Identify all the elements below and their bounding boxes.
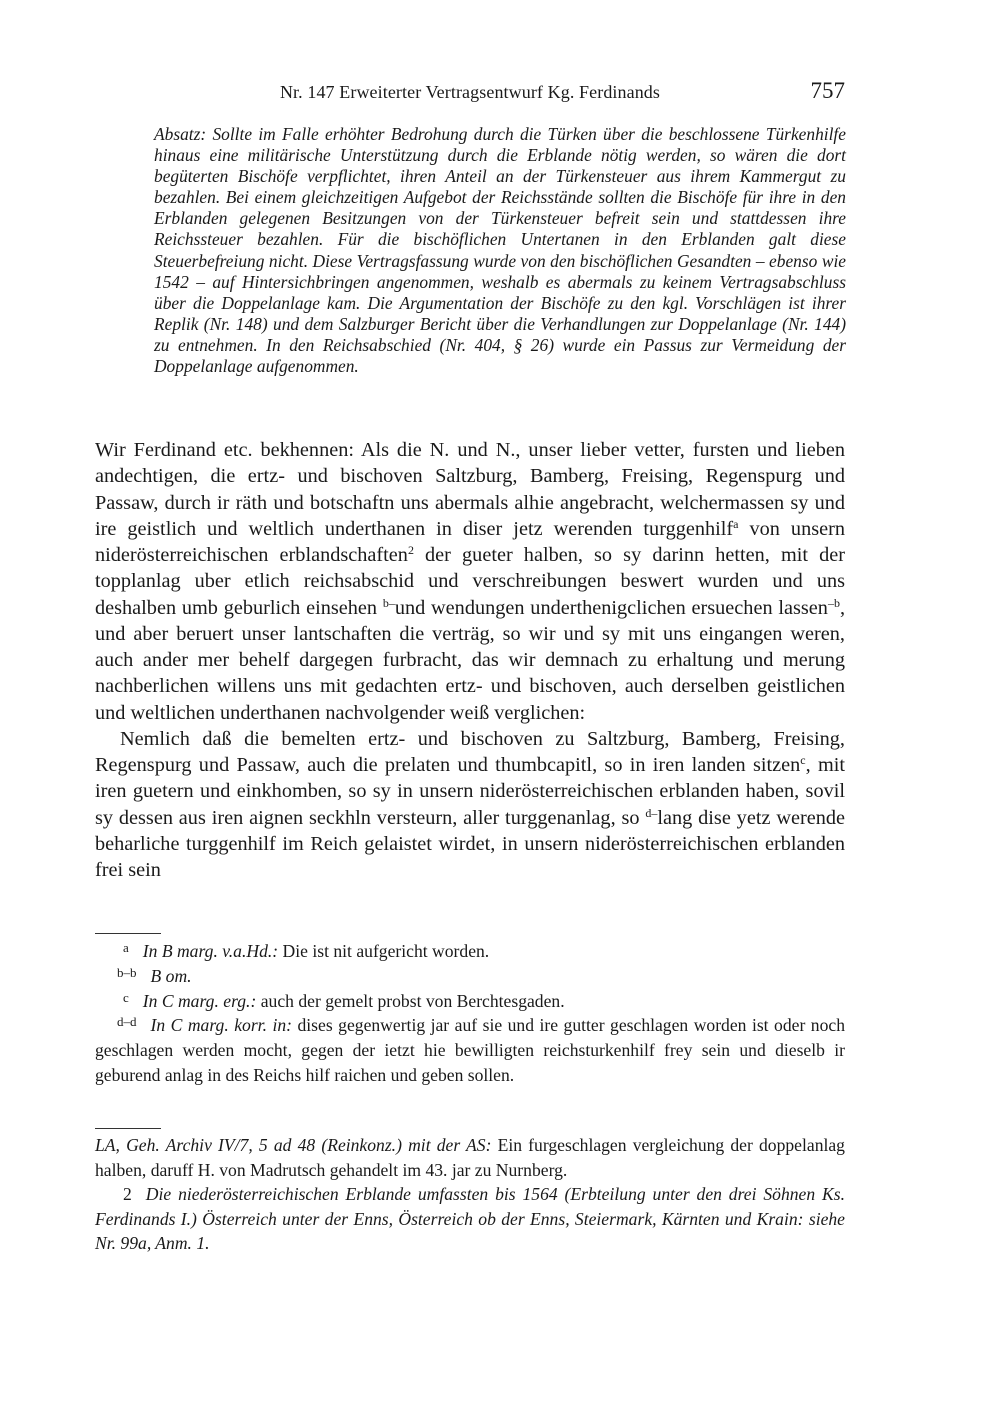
footnote-c: c In C marg. erg.: auch der gemelt probst von Berchtesgaden. <box>123 989 565 1011</box>
footnote-2 <box>95 1182 845 1256</box>
footnote-mark: 2 <box>123 1184 132 1204</box>
footnote-text: auch der gemelt probst von Berchtesgaden. <box>256 990 565 1011</box>
text-run: und wendungen underthenigclichen ersuechen lassen <box>394 596 828 619</box>
abstract-paragraph: Absatz: Sollte im Falle erhöhter Bedrohung durch die Türken über die beschlossene Türkenhilfe hinaus eine militärische Unterstützung durch die Erblande nötig werden, so wären die dort begüterten Bischöfe verpflichtet, ihren Anteil an der Türkensteuer aus ihrem Kammergut zu bezahlen. Bei einem gleichzeitigen Aufgebot der Reichsstände sollten die Bischöfe für ihre in den Erblanden gelegenen Besitzungen von der Türkensteuer befreit sein und stattdessen ihre Reichssteuer bezahlen. Für die bischöflichen Untertanen in den Erblanden galt diese Steuerbefreiung nicht. Diese Vertragsfassung wurde von den bischöflichen Gesandten – ebenso wie 1542 – auf Hintersichbringen angenommen, weshalb es abermals zu keinem Vertragsabschluss über die Doppelanlage kam. Die Argumentation der Bischöfe zu den kgl. Vorschlägen ist ihrer Replik (Nr. 148) und dem Salzburger Bericht über die Verhandlungen zur Doppelanlage (Nr. 144) zu entnehmen. In den Reichsabschied (Nr. 404, § 26) wurde ein Passus zur Vermeidung der Doppelanlage aufgenommen. <box>154 124 846 377</box>
footnote-marker-2: 2 <box>407 543 414 557</box>
footnote-italic: LA, Geh. Archiv IV/7, 5 ad 48 (Reinkonz.) mit der AS: <box>95 1135 492 1155</box>
footnote-divider-commentary <box>95 1128 161 1129</box>
footnote-marker-c: c <box>800 753 806 767</box>
paragraph-2 <box>95 726 845 884</box>
footnote-marker-d-open: d– <box>645 805 658 820</box>
footnote-text: dises gegenwertig jar auf sie und ire gutter geschlagen worden ist oder noch geschlagen werden mocht, gegen der ietzt hie bewilligten reichsturkenhilf frey sein und dieselb ir geburend anlag in des Reichs hilf raichen und geben sollen. <box>95 1015 845 1085</box>
text-run: von unsern niderösterreichischen erblandschaften <box>95 517 845 566</box>
footnote-b-b: b–b B om. <box>117 964 192 986</box>
footnote-italic: In B marg. v.a.Hd.: <box>142 941 279 961</box>
text-run: , und aber beruert unser lantschaften die verträg, so wir und sy mit uns eingangen weren, auch ander mer behelf dargegen furbracht, das wir demnach zu erhaltung und merung nachberlichen willens uns mit gedachten ertz- und bischoven, auch derselben geistlichen und weltlichen underthanen nachvolgender weiß verglichen: <box>95 596 846 724</box>
text-run: lang dise yetz werende beharliche turggenhilf im Reich gelaistet wirdet, in unsern niderösterreichischen erblanden frei sein <box>95 806 846 881</box>
footnote-italic: B om. <box>150 965 192 986</box>
footnote-text: Die ist nit aufgericht worden. <box>278 941 490 961</box>
text-run: Nemlich daß die bemelten ertz- und bischoven zu Saltzburg, Bamberg, Freising, Regenspurg und Passaw, auch die prelaten und thumbcapitl, so in iren landen sitzen <box>95 727 845 776</box>
footnote-d-d: d–d In C marg. korr. in: dises gegenwertig jar auf sie und ire gutter geschlagen worden ist oder noch geschlagen werden mocht, gegen der ietzt hie bewilligten reichsturkenhilf frey sein und dieselb ir geburend anlag in des Reichs hilf raichen und geben sollen. <box>95 1014 845 1085</box>
footnote-text: Ein furgeschlagen vergleichung der doppelanlag halben, daruff H. von Madrutsch gehandelt im 43. jar zu Nurnberg. <box>95 1135 845 1180</box>
footnote-marker-a: a <box>733 516 739 531</box>
text-run: der gueter halben, so sy darinn hetten, mit der topplanlag uber etlich reichsabschid und verschreibungen beswert wurden und uns deshalben umb geburlich einsehen <box>95 544 845 619</box>
main-text <box>95 437 845 883</box>
running-title: Nr. 147 Erweiterter Vertragsentwurf Kg. Ferdinands <box>279 82 661 102</box>
footnote-a: a In B marg. v.a.Hd.: Die ist nit aufgericht worden. <box>123 940 490 961</box>
text-run: Wir Ferdinand etc. bekhennen: Als die N. und N., unser lieber vetter, fursten und lieben andechtigen, die ertz- und bischoven Saltzburg, Bamberg, Freising, Regenspurg und Passaw, durch ir räth und botschaftn uns abermals alhie angebracht, welchermassen sy und ire geistlich und weltlich underthanen in diser jetz werenden turggenhilf <box>95 439 845 540</box>
footnote-italic: Die niederösterreichischen Erblande umfassten bis 1564 (Erbteilung unter den drei Söhnen Ks. Ferdinands I.) Österreich unter der Enns, Österreich ob der Enns, Steiermark, Kärnten und Krain: siehe Nr. 99a, Anm. 1. <box>95 1184 845 1253</box>
footnote-italic: In C marg. erg.: <box>142 990 257 1011</box>
page-number: 757 <box>810 78 845 103</box>
paragraph-1 <box>95 437 845 726</box>
footnote-marker-b-close: –b <box>827 595 840 610</box>
footnote-divider-critical <box>95 933 161 934</box>
footnote-marker-b-open: b– <box>382 595 395 610</box>
commentary-notes <box>95 1133 845 1256</box>
text-run: , mit iren guetern und einkhomben, so sy in unsern niderösterreichischen erblanden haben, sovil sy dessen aus iren aignen seckhln versteurn, aller turggenanlag, so <box>95 754 845 829</box>
source-note <box>95 1133 845 1182</box>
footnote-italic: In C marg. korr. in: <box>150 1015 293 1036</box>
running-header <box>95 78 845 108</box>
critical-apparatus <box>95 939 845 1088</box>
